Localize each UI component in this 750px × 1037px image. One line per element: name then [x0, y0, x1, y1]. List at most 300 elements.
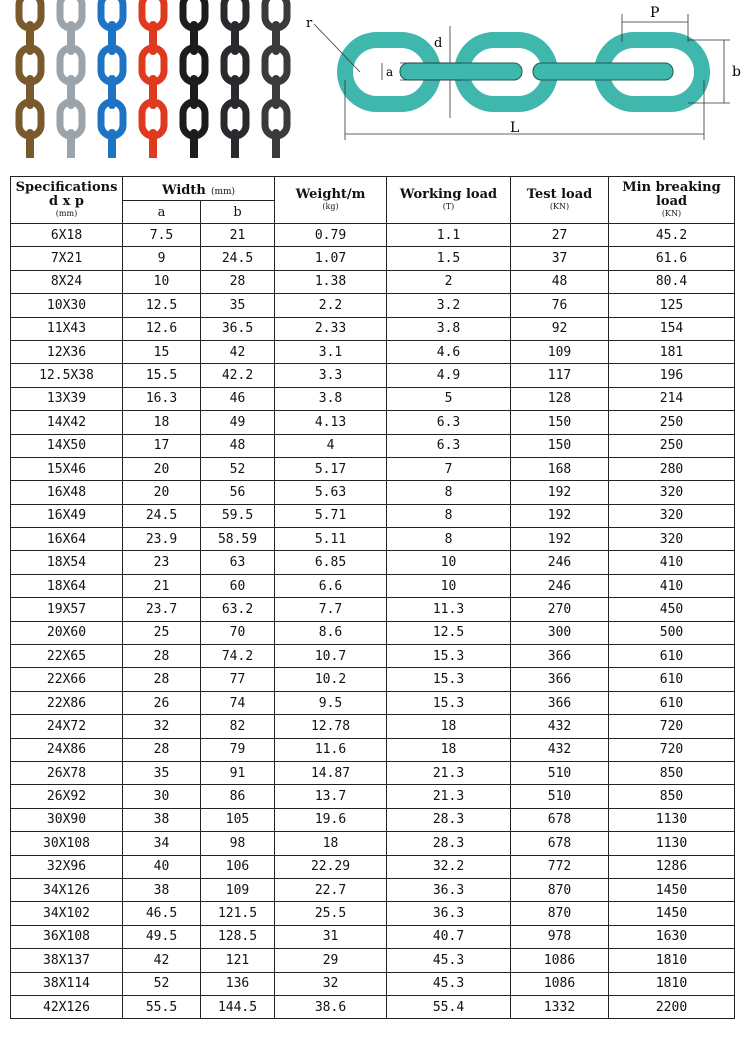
cell-spec: 30X90	[11, 808, 123, 831]
cell-weight: 9.5	[275, 691, 387, 714]
cell-weight: 32	[275, 972, 387, 995]
cell-width-a: 28	[123, 645, 201, 668]
cell-spec: 7X21	[11, 247, 123, 270]
cell-working-load: 36.3	[387, 902, 511, 925]
cell-width-a: 25	[123, 621, 201, 644]
cell-width-b: 24.5	[201, 247, 275, 270]
cell-spec: 24X86	[11, 738, 123, 761]
cell-min-breaking-load: 610	[609, 668, 735, 691]
chain-strand	[142, 0, 164, 158]
cell-width-b: 58.59	[201, 528, 275, 551]
cell-min-breaking-load: 181	[609, 340, 735, 363]
cell-working-load: 12.5	[387, 621, 511, 644]
cell-min-breaking-load: 410	[609, 551, 735, 574]
cell-width-b: 91	[201, 761, 275, 784]
cell-width-b: 121	[201, 949, 275, 972]
cell-working-load: 15.3	[387, 645, 511, 668]
header-working-unit: (T)	[442, 202, 455, 211]
cell-width-b: 109	[201, 878, 275, 901]
cell-test-load: 300	[511, 621, 609, 644]
cell-min-breaking-load: 610	[609, 691, 735, 714]
cell-width-a: 15.5	[123, 364, 201, 387]
cell-width-a: 15	[123, 340, 201, 363]
cell-width-a: 20	[123, 457, 201, 480]
cell-width-a: 49.5	[123, 925, 201, 948]
cell-spec: 26X78	[11, 761, 123, 784]
cell-min-breaking-load: 850	[609, 761, 735, 784]
cell-width-a: 10	[123, 270, 201, 293]
cell-working-load: 4.6	[387, 340, 511, 363]
cell-width-a: 18	[123, 411, 201, 434]
table-row	[11, 715, 735, 738]
table-row	[11, 481, 735, 504]
cell-width-b: 121.5	[201, 902, 275, 925]
cell-working-load: 8	[387, 481, 511, 504]
chain-link	[231, 129, 239, 158]
chain-link	[149, 129, 157, 158]
cell-weight: 10.2	[275, 668, 387, 691]
cell-spec: 18X64	[11, 574, 123, 597]
cell-width-a: 21	[123, 574, 201, 597]
cell-working-load: 36.3	[387, 878, 511, 901]
table-row	[11, 270, 735, 293]
cell-width-a: 23.9	[123, 528, 201, 551]
cell-working-load: 5	[387, 387, 511, 410]
cell-test-load: 510	[511, 761, 609, 784]
cell-weight: 5.17	[275, 457, 387, 480]
cell-width-b: 74.2	[201, 645, 275, 668]
cell-spec: 8X24	[11, 270, 123, 293]
cell-spec: 16X48	[11, 481, 123, 504]
chain-link	[190, 129, 198, 158]
header-specifications	[11, 177, 123, 224]
cell-spec: 34X102	[11, 902, 123, 925]
cell-spec: 14X42	[11, 411, 123, 434]
cell-spec: 22X86	[11, 691, 123, 714]
label-d: d	[434, 36, 443, 51]
cell-test-load: 772	[511, 855, 609, 878]
table-row	[11, 808, 735, 831]
cell-width-a: 9	[123, 247, 201, 270]
cell-spec: 30X108	[11, 832, 123, 855]
cell-width-a: 38	[123, 808, 201, 831]
cell-width-b: 105	[201, 808, 275, 831]
header-width-a: a	[123, 201, 201, 224]
table-row	[11, 925, 735, 948]
cell-width-b: 52	[201, 457, 275, 480]
table-row	[11, 785, 735, 808]
chain-link	[67, 129, 75, 158]
header-width	[123, 177, 275, 201]
header-spec-unit: (mm)	[55, 209, 78, 218]
cell-spec: 32X96	[11, 855, 123, 878]
cell-width-a: 16.3	[123, 387, 201, 410]
cell-min-breaking-load: 61.6	[609, 247, 735, 270]
cell-spec: 26X92	[11, 785, 123, 808]
cell-test-load: 37	[511, 247, 609, 270]
cell-width-b: 144.5	[201, 995, 275, 1018]
cell-test-load: 678	[511, 808, 609, 831]
cell-width-a: 26	[123, 691, 201, 714]
cell-weight: 4.13	[275, 411, 387, 434]
cell-width-b: 28	[201, 270, 275, 293]
cell-weight: 11.6	[275, 738, 387, 761]
cell-weight: 38.6	[275, 995, 387, 1018]
cell-test-load: 192	[511, 528, 609, 551]
cell-weight: 12.78	[275, 715, 387, 738]
cell-min-breaking-load: 720	[609, 715, 735, 738]
header-test-label: Test load	[526, 187, 593, 202]
cell-min-breaking-load: 1810	[609, 972, 735, 995]
cell-spec: 6X18	[11, 224, 123, 247]
table-row	[11, 878, 735, 901]
cell-width-a: 23	[123, 551, 201, 574]
cell-working-load: 4.9	[387, 364, 511, 387]
table-row	[11, 574, 735, 597]
cell-test-load: 27	[511, 224, 609, 247]
cell-weight: 3.1	[275, 340, 387, 363]
cell-spec: 20X60	[11, 621, 123, 644]
cell-width-b: 70	[201, 621, 275, 644]
cell-width-a: 12.6	[123, 317, 201, 340]
table-row	[11, 598, 735, 621]
cell-width-b: 42.2	[201, 364, 275, 387]
cell-working-load: 7	[387, 457, 511, 480]
cell-working-load: 28.3	[387, 808, 511, 831]
cell-test-load: 246	[511, 574, 609, 597]
table-row	[11, 621, 735, 644]
table-row	[11, 995, 735, 1018]
cell-test-load: 366	[511, 645, 609, 668]
table-row	[11, 387, 735, 410]
cell-spec: 38X137	[11, 949, 123, 972]
label-b: b	[732, 64, 741, 80]
cell-weight: 0.79	[275, 224, 387, 247]
chain-strand	[19, 0, 41, 158]
cell-test-load: 117	[511, 364, 609, 387]
cell-spec: 36X108	[11, 925, 123, 948]
cell-width-a: 34	[123, 832, 201, 855]
cell-working-load: 32.2	[387, 855, 511, 878]
cell-test-load: 870	[511, 878, 609, 901]
cell-min-breaking-load: 500	[609, 621, 735, 644]
cell-width-a: 7.5	[123, 224, 201, 247]
chain-link	[272, 129, 280, 158]
cell-working-load: 18	[387, 715, 511, 738]
cell-spec: 24X72	[11, 715, 123, 738]
cell-width-b: 74	[201, 691, 275, 714]
header-weight	[275, 177, 387, 224]
cell-width-a: 23.7	[123, 598, 201, 621]
cell-min-breaking-load: 1286	[609, 855, 735, 878]
header-test-load	[511, 177, 609, 224]
cell-working-load: 15.3	[387, 668, 511, 691]
cell-test-load: 192	[511, 481, 609, 504]
table-row	[11, 411, 735, 434]
cell-test-load: 432	[511, 715, 609, 738]
cell-test-load: 150	[511, 434, 609, 457]
cell-min-breaking-load: 250	[609, 434, 735, 457]
cell-test-load: 1332	[511, 995, 609, 1018]
cell-weight: 22.29	[275, 855, 387, 878]
header-breaking-label: Min breaking load	[622, 180, 721, 209]
table-row	[11, 364, 735, 387]
cell-working-load: 1.1	[387, 224, 511, 247]
cell-weight: 5.71	[275, 504, 387, 527]
cell-test-load: 128	[511, 387, 609, 410]
cell-test-load: 109	[511, 340, 609, 363]
table-row	[11, 457, 735, 480]
table-row	[11, 247, 735, 270]
table-row	[11, 855, 735, 878]
cell-width-a: 35	[123, 761, 201, 784]
table-row	[11, 528, 735, 551]
cell-spec: 12X36	[11, 340, 123, 363]
cell-spec: 34X126	[11, 878, 123, 901]
header-spec-sub: d x p	[49, 194, 84, 209]
cell-test-load: 678	[511, 832, 609, 855]
cell-width-b: 46	[201, 387, 275, 410]
cell-width-a: 24.5	[123, 504, 201, 527]
table-row	[11, 434, 735, 457]
cell-min-breaking-load: 125	[609, 294, 735, 317]
cell-min-breaking-load: 1130	[609, 808, 735, 831]
header-width-unit: (mm)	[210, 187, 236, 197]
cell-width-b: 59.5	[201, 504, 275, 527]
cell-weight: 1.38	[275, 270, 387, 293]
cell-weight: 1.07	[275, 247, 387, 270]
cell-working-load: 6.3	[387, 434, 511, 457]
cell-test-load: 1086	[511, 949, 609, 972]
table-row	[11, 294, 735, 317]
cell-min-breaking-load: 410	[609, 574, 735, 597]
cell-test-load: 48	[511, 270, 609, 293]
table-row	[11, 551, 735, 574]
cell-spec: 12.5X38	[11, 364, 123, 387]
cell-weight: 2.33	[275, 317, 387, 340]
cell-min-breaking-load: 280	[609, 457, 735, 480]
table-row	[11, 738, 735, 761]
cell-min-breaking-load: 80.4	[609, 270, 735, 293]
cell-min-breaking-load: 1450	[609, 878, 735, 901]
table-row	[11, 224, 735, 247]
chain-dimension-diagram	[300, 0, 750, 158]
cell-weight: 31	[275, 925, 387, 948]
header-working-load	[387, 177, 511, 224]
cell-spec: 42X126	[11, 995, 123, 1018]
cell-width-a: 55.5	[123, 995, 201, 1018]
cell-weight: 7.7	[275, 598, 387, 621]
cell-width-b: 82	[201, 715, 275, 738]
cell-weight: 22.7	[275, 878, 387, 901]
cell-working-load: 10	[387, 574, 511, 597]
cell-test-load: 432	[511, 738, 609, 761]
cell-working-load: 10	[387, 551, 511, 574]
table-row	[11, 668, 735, 691]
cell-width-b: 77	[201, 668, 275, 691]
cell-width-b: 63	[201, 551, 275, 574]
cell-min-breaking-load: 196	[609, 364, 735, 387]
chain-link	[26, 129, 34, 158]
cell-weight: 3.3	[275, 364, 387, 387]
cell-width-b: 49	[201, 411, 275, 434]
table-row	[11, 691, 735, 714]
cell-width-a: 32	[123, 715, 201, 738]
cell-test-load: 76	[511, 294, 609, 317]
cell-test-load: 978	[511, 925, 609, 948]
cell-weight: 18	[275, 832, 387, 855]
cell-working-load: 28.3	[387, 832, 511, 855]
cell-min-breaking-load: 610	[609, 645, 735, 668]
cell-min-breaking-load: 1130	[609, 832, 735, 855]
cell-width-a: 28	[123, 668, 201, 691]
cell-min-breaking-load: 154	[609, 317, 735, 340]
cell-spec: 22X65	[11, 645, 123, 668]
table-body	[11, 224, 735, 1019]
cell-weight: 19.6	[275, 808, 387, 831]
cell-min-breaking-load: 1630	[609, 925, 735, 948]
cell-working-load: 11.3	[387, 598, 511, 621]
cell-width-b: 128.5	[201, 925, 275, 948]
label-p: P	[650, 5, 660, 21]
cell-spec: 15X46	[11, 457, 123, 480]
cell-weight: 25.5	[275, 902, 387, 925]
cell-width-a: 42	[123, 949, 201, 972]
cell-width-b: 136	[201, 972, 275, 995]
cell-working-load: 6.3	[387, 411, 511, 434]
cell-weight: 2.2	[275, 294, 387, 317]
cell-width-a: 30	[123, 785, 201, 808]
header-weight-unit: (kg)	[322, 202, 339, 211]
table-row	[11, 972, 735, 995]
cell-test-load: 150	[511, 411, 609, 434]
cell-working-load: 15.3	[387, 691, 511, 714]
cell-test-load: 366	[511, 691, 609, 714]
cell-width-b: 106	[201, 855, 275, 878]
cell-working-load: 3.2	[387, 294, 511, 317]
cell-min-breaking-load: 2200	[609, 995, 735, 1018]
cell-spec: 13X39	[11, 387, 123, 410]
cell-min-breaking-load: 850	[609, 785, 735, 808]
cell-width-b: 79	[201, 738, 275, 761]
cell-weight: 4	[275, 434, 387, 457]
cell-min-breaking-load: 320	[609, 504, 735, 527]
cell-test-load: 246	[511, 551, 609, 574]
cell-weight: 14.87	[275, 761, 387, 784]
cell-width-b: 56	[201, 481, 275, 504]
cell-spec: 16X64	[11, 528, 123, 551]
cell-width-b: 86	[201, 785, 275, 808]
chain-strand	[101, 0, 123, 158]
cell-min-breaking-load: 214	[609, 387, 735, 410]
cell-min-breaking-load: 320	[609, 481, 735, 504]
header-weight-label: Weight/m	[295, 187, 366, 202]
cell-width-b: 48	[201, 434, 275, 457]
cell-spec: 10X30	[11, 294, 123, 317]
chain-strand	[224, 0, 246, 158]
chain-links	[345, 40, 702, 104]
table-row	[11, 645, 735, 668]
cell-working-load: 3.8	[387, 317, 511, 340]
cell-test-load: 510	[511, 785, 609, 808]
header-width-b: b	[201, 201, 275, 224]
label-l: L	[510, 120, 520, 136]
label-a: a	[386, 65, 394, 79]
cell-min-breaking-load: 720	[609, 738, 735, 761]
cell-weight: 6.6	[275, 574, 387, 597]
cell-width-b: 60	[201, 574, 275, 597]
cell-weight: 6.85	[275, 551, 387, 574]
table-row	[11, 504, 735, 527]
cell-width-b: 63.2	[201, 598, 275, 621]
cell-working-load: 8	[387, 528, 511, 551]
cell-spec: 22X66	[11, 668, 123, 691]
cell-working-load: 8	[387, 504, 511, 527]
chain-specification-table	[10, 176, 735, 1019]
cell-width-a: 17	[123, 434, 201, 457]
cell-min-breaking-load: 320	[609, 528, 735, 551]
cell-working-load: 21.3	[387, 785, 511, 808]
cell-width-a: 46.5	[123, 902, 201, 925]
cell-width-a: 12.5	[123, 294, 201, 317]
cell-min-breaking-load: 45.2	[609, 224, 735, 247]
cell-spec: 14X50	[11, 434, 123, 457]
cell-working-load: 55.4	[387, 995, 511, 1018]
cell-width-a: 28	[123, 738, 201, 761]
header-min-breaking-load	[609, 177, 735, 224]
table-row	[11, 949, 735, 972]
table-row	[11, 317, 735, 340]
cell-width-b: 21	[201, 224, 275, 247]
cell-width-a: 20	[123, 481, 201, 504]
cell-test-load: 870	[511, 902, 609, 925]
cell-test-load: 366	[511, 668, 609, 691]
cell-weight: 5.63	[275, 481, 387, 504]
cell-working-load: 45.3	[387, 972, 511, 995]
label-r: r	[306, 16, 313, 31]
chain-link-side	[533, 63, 673, 80]
chain-link	[108, 129, 116, 158]
header-test-unit: (KN)	[549, 202, 570, 211]
table-row	[11, 340, 735, 363]
header-width-label: Width	[161, 183, 206, 198]
table-row	[11, 761, 735, 784]
cell-spec: 19X57	[11, 598, 123, 621]
chain-photo	[8, 0, 300, 158]
header-breaking-unit: (KN)	[661, 209, 682, 218]
cell-width-a: 40	[123, 855, 201, 878]
cell-test-load: 168	[511, 457, 609, 480]
cell-spec: 11X43	[11, 317, 123, 340]
cell-working-load: 21.3	[387, 761, 511, 784]
cell-width-b: 42	[201, 340, 275, 363]
table-row	[11, 902, 735, 925]
cell-working-load: 2	[387, 270, 511, 293]
cell-working-load: 1.5	[387, 247, 511, 270]
cell-test-load: 270	[511, 598, 609, 621]
chain-strand	[183, 0, 205, 158]
cell-width-a: 52	[123, 972, 201, 995]
cell-working-load: 40.7	[387, 925, 511, 948]
cell-weight: 29	[275, 949, 387, 972]
cell-weight: 5.11	[275, 528, 387, 551]
cell-weight: 8.6	[275, 621, 387, 644]
cell-width-b: 35	[201, 294, 275, 317]
chain-strand	[265, 0, 287, 158]
header-spec-label: Specifications	[15, 180, 118, 195]
cell-weight: 3.8	[275, 387, 387, 410]
cell-spec: 18X54	[11, 551, 123, 574]
